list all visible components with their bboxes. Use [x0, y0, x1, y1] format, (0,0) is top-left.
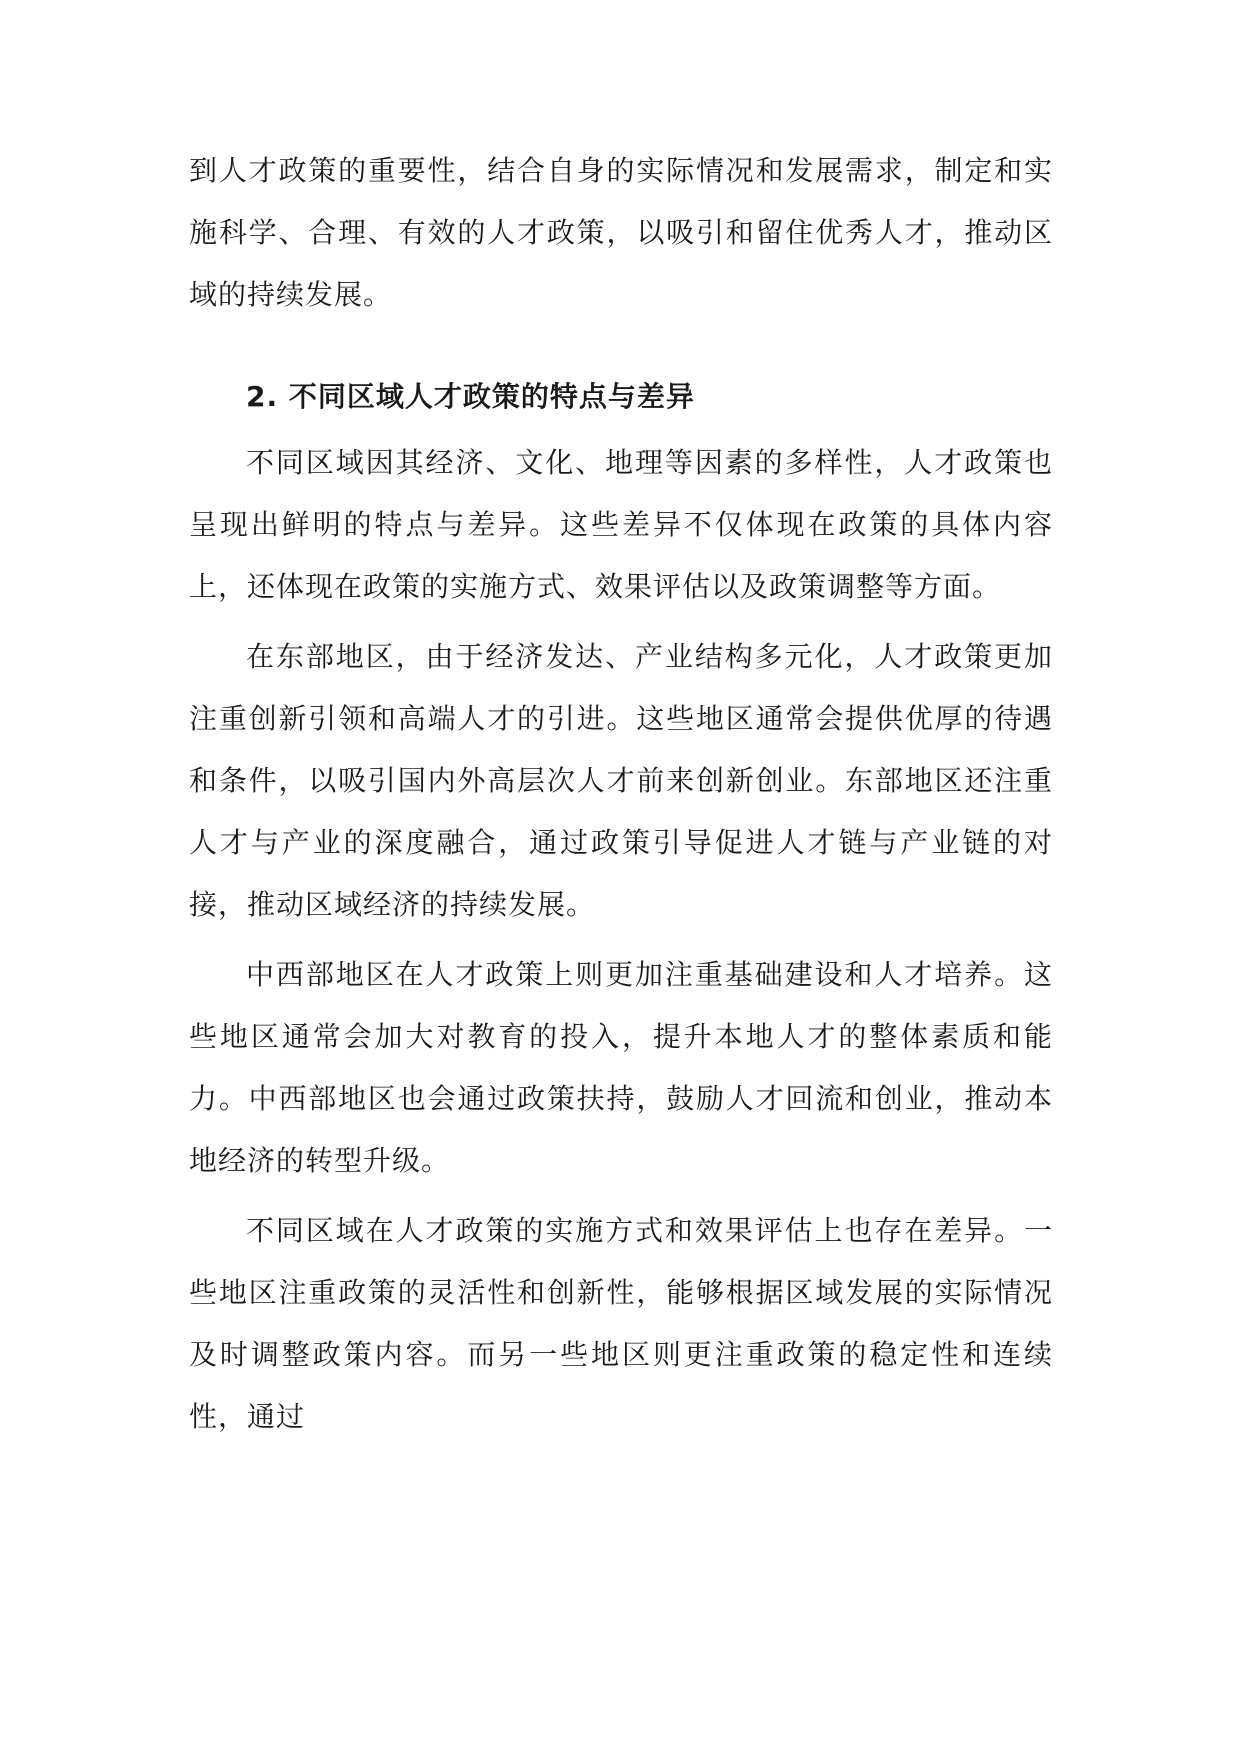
paragraph-implementation-differences: 不同区域在人才政策的实施方式和效果评估上也存在差异。一些地区注重政策的灵活性和创新性，能够根据区域发展的实际情况及时调整政策内容。而另一些地区则更注重政策的稳定性和连续性，通过: [189, 1214, 1053, 1433]
section-heading: 2. 不同区域人才政策的特点与差异: [246, 380, 695, 413]
spacer: [189, 618, 1053, 626]
paragraph-central-western-region: 中西部地区在人才政策上则更加注重基础建设和人才培养。这些地区通常会加大对教育的投入，提升本地人才的整体素质和能力。中西部地区也会通过政策扶持，鼓励人才回流和创业，推动本地经济的转型升级。: [189, 958, 1053, 1177]
paragraph-continuation: 到人才政策的重要性，结合自身的实际情况和发展需求，制定和实施科学、合理、有效的人才政策，以吸引和留住优秀人才，推动区域的持续发展。: [189, 154, 1053, 311]
spacer: [189, 936, 1053, 944]
spacer: [189, 1192, 1053, 1200]
paragraph-intro: 不同区域因其经济、文化、地理等因素的多样性，人才政策也呈现出鲜明的特点与差异。这些差异不仅体现在政策的具体内容上，还体现在政策的实施方式、效果评估以及政策调整等方面。: [189, 446, 1053, 603]
document-page: [189, 140, 1053, 1448]
paragraph-eastern-region: 在东部地区，由于经济发达、产业结构多元化，人才政策更加注重创新引领和高端人才的引进。这些地区通常会提供优厚的待遇和条件，以吸引国内外高层次人才前来创新创业。东部地区还注重人才与产业的深度融合，通过政策引导促进人才链与产业链的对接，推动区域经济的持续发展。: [189, 640, 1053, 921]
spacer: [189, 326, 1053, 366]
